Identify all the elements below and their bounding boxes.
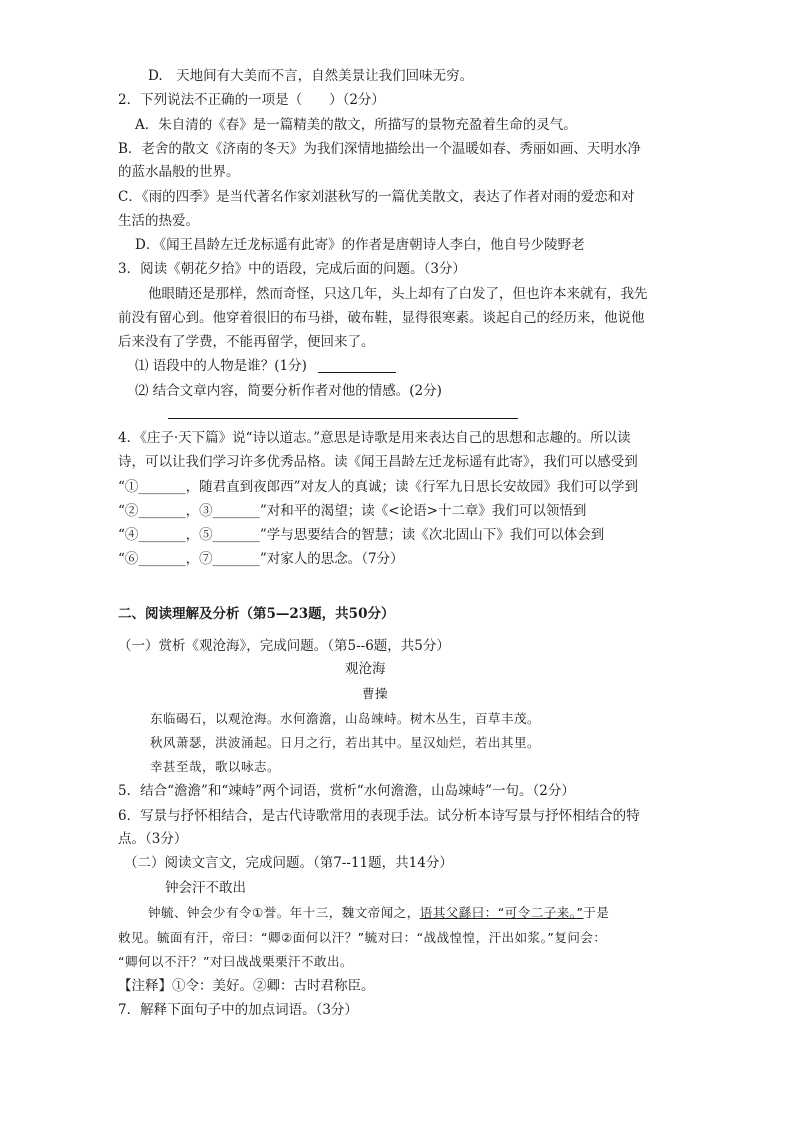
classical-text-title: 钟会汗不敢出 [165, 880, 246, 896]
q3-passage-cont: 后来没有了学费，不能再留学，便回来了。 [118, 334, 375, 350]
classical-text-segment: 钟毓、钟会少有令①誉。年十三，魏文帝闻之， [148, 905, 420, 920]
q3-sub-question-1: ⑴ 语段中的人物是谁？(1分) [135, 358, 307, 374]
q6-stem: 6．写景与抒怀相结合，是古代诗歌常用的表现手法。试分析本诗写景与抒怀相结合的特 [118, 808, 640, 824]
poem-line: 秋风萧瑟，洪波涌起。日月之行，若出其中。星汉灿烂，若出其里。 [150, 735, 541, 750]
q4-fill-blank: “④_______，⑤_______”学与思要结合的智慧；读《次北固山下》我们可以体会到 [118, 527, 605, 543]
q4-fill-blank: “⑥_______，⑦_______”对家人的思念。（7分） [118, 551, 404, 567]
q4-text: 诗，可以让我们学习许多优秀品格。读《闻王昌龄左迁龙标遥有此寄》，我们可以感受到 [118, 454, 638, 470]
q2-option-c: C．《雨的四季》是当代著名作家刘湛秋写的一篇优美散文，表达了作者对雨的爱恋和对 [118, 189, 635, 205]
poem-line: 幸甚至哉，歌以咏志。 [150, 759, 281, 774]
q4-fill-blank: “②_______，③_______”对和平的渴望；读《<论语>十二章》我们可以领悟到 [118, 503, 587, 519]
part2-title: （二）阅读文言文，完成问题。（第7--11题，共14分） [124, 855, 453, 871]
q2-stem: 2．下列说法不正确的一项是（ ）（2分） [118, 92, 385, 108]
q2-option-d: D．《闻王昌龄左迁龙标遥有此寄》的作者是唐朝诗人李白，他自号少陵野老 [135, 237, 585, 253]
q2-option-a: A．朱自清的《春》是一篇精美的散文，所描写的景物充盈着生命的灵气。 [135, 117, 577, 133]
poem-author: 曹操 [362, 686, 389, 701]
part1-title: （一）赏析《观沧海》，完成问题。（第5--6题，共5分） [118, 638, 450, 654]
q3-passage: 他眼睛还是那样，然而奇怪，只这几年，头上却有了白发了，但也许本来就有，我先 [148, 286, 648, 302]
q3-stem: 3．阅读《朝花夕拾》中的语段，完成后面的问题。（3分） [118, 261, 466, 277]
answer-blank[interactable] [318, 372, 396, 373]
q6-stem-cont: 点。（3分） [118, 831, 188, 847]
q2-option-b: B．老舍的散文《济南的冬天》为我们深情地描绘出一个温暖如春、秀丽如画、天明水净 [118, 141, 641, 157]
q4-text: 4．《庄子·天下篇》说“诗以道志。”意思是诗歌是用来表达自己的思想和志趣的。所以读 [118, 430, 631, 446]
poem-title: 观沧海 [345, 661, 386, 677]
q5-stem: 5．结合“澹澹”和“竦峙”两个词语，赏析“水何澹澹，山岛竦峙”一句。（2分） [118, 783, 575, 799]
q2-option-c-cont: 生活的热爱。 [118, 213, 199, 229]
poem-line: 东临碣石，以观沧海。水何澹澹，山岛竦峙。树木丛生，百草丰茂。 [150, 711, 541, 726]
underlined-sentence: 语其父繇曰：“可令二子来。” [419, 905, 584, 920]
q1-option-d: D. 天地间有大美而不言，自然美景让我们回味无穷。 [148, 68, 474, 84]
classical-text-line: “卿何以不汗？”对曰战战栗栗汗不敢出。 [118, 954, 353, 969]
q2-option-b-cont: 的蓝水晶般的世界。 [118, 164, 240, 180]
q4-fill-blank: “①_______，随君直到夜郎西”对友人的真诚；读《行军九日思长安故园》我们可以学到 [118, 479, 639, 495]
q3-passage-cont: 前没有留心到。他穿着很旧的布马褂，破布鞋，显得很寒素。谈起自己的经历来，他说他 [118, 310, 645, 326]
classical-text-segment: 于是 [583, 905, 610, 920]
section-title: 二、阅读理解及分析（第5—23题，共50分） [118, 606, 395, 622]
classical-text-line: 敕见。毓面有汗，帝曰：“卿②面何以汗？”毓对曰：“战战惶惶，汗出如浆。”复问会： [118, 930, 607, 945]
answer-blank[interactable] [168, 418, 518, 419]
annotation-note: 【注释】①令：美好。②卿：古时君称臣。 [118, 978, 375, 994]
classical-text-line [148, 903, 609, 923]
q7-stem: 7．解释下面句子中的加点词语。（3分） [118, 1002, 358, 1018]
q3-sub-question-2: ⑵ 结合文章内容，简要分析作者对他的情感。(2分) [135, 383, 442, 399]
